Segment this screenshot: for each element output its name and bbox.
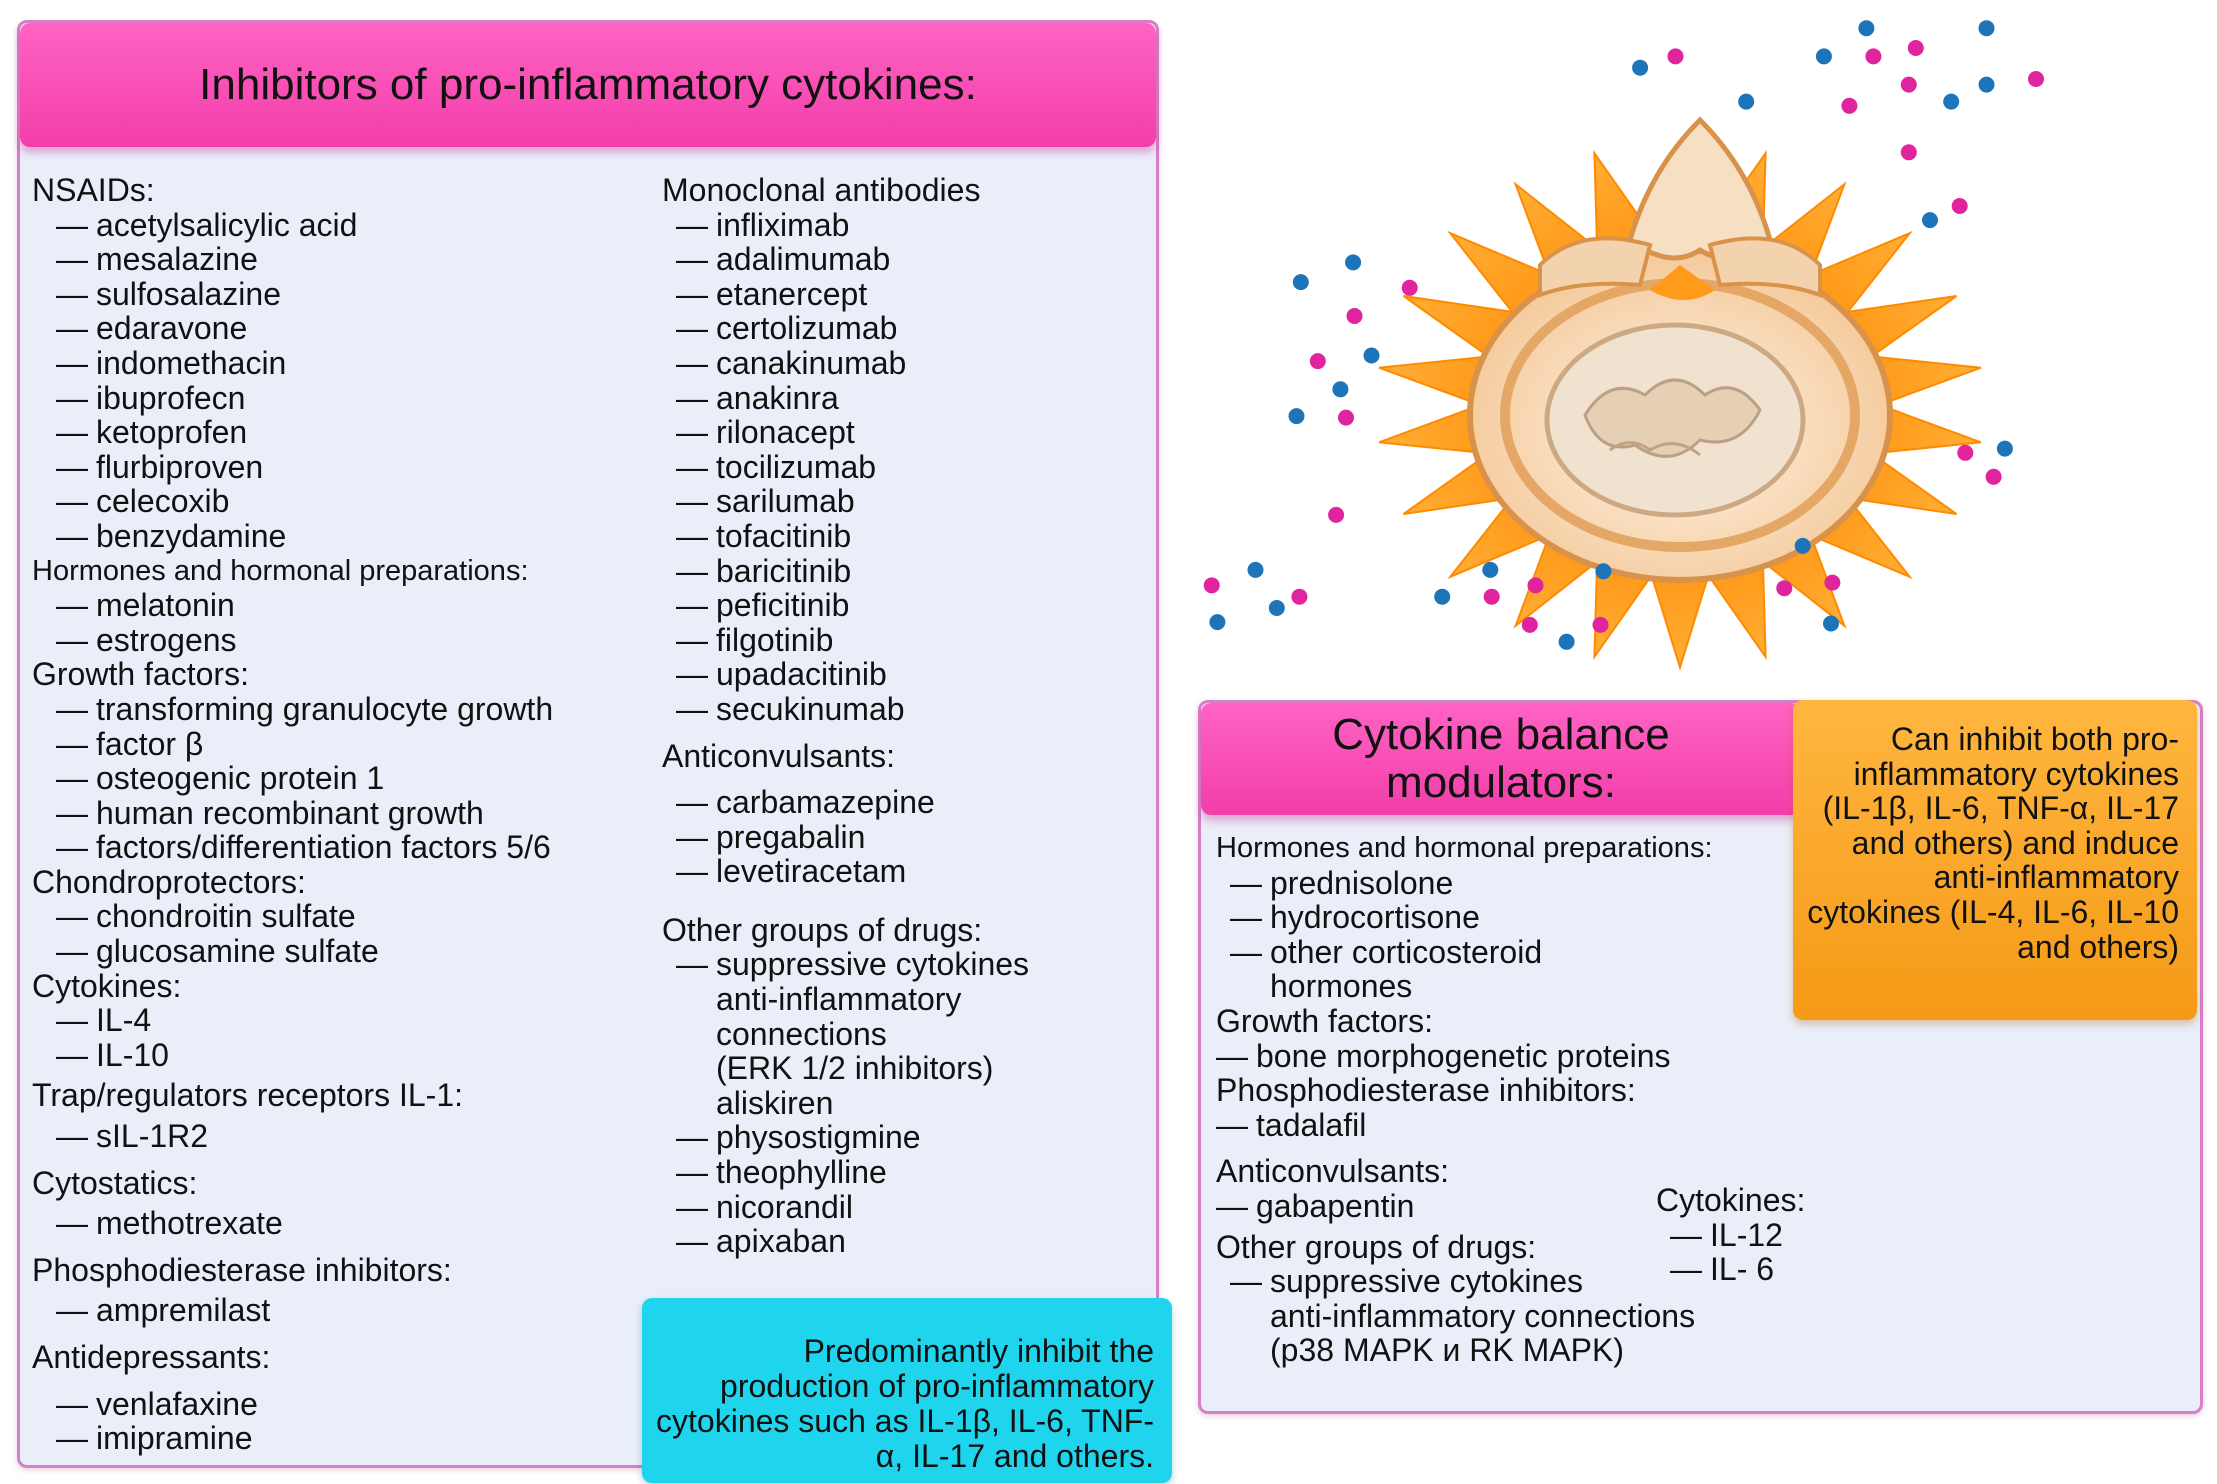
list-item bbox=[662, 208, 1029, 243]
list-item-text: IL-10 bbox=[96, 1036, 169, 1073]
can-inhibit-both-note bbox=[1793, 700, 2197, 1020]
list-item-text: secukinumab bbox=[716, 690, 905, 727]
blue-cytokine-dot bbox=[1289, 408, 1305, 424]
bullet-dash: — bbox=[56, 1002, 88, 1039]
group-heading: Monoclonal antibodies bbox=[662, 172, 981, 208]
bullet-dash: — bbox=[56, 760, 88, 797]
list-item bbox=[1216, 1039, 1713, 1074]
list-item bbox=[1216, 1108, 1713, 1143]
bullet-dash: — bbox=[56, 690, 88, 727]
bullet-dash: — bbox=[676, 448, 708, 485]
pink-cytokine-dot bbox=[1776, 580, 1792, 596]
list-item bbox=[32, 1293, 553, 1328]
list-item bbox=[662, 820, 1029, 855]
list-item bbox=[662, 1224, 1029, 1259]
bullet-dash: — bbox=[1216, 1037, 1248, 1074]
list-item-text: benzydamine bbox=[96, 517, 287, 554]
right-title-line2: modulators: bbox=[1386, 758, 1616, 807]
list-item-text: nicorandil bbox=[716, 1188, 853, 1225]
bullet-dash: — bbox=[56, 344, 88, 381]
bullet-dash: — bbox=[1216, 1187, 1248, 1224]
bullet-dash: — bbox=[1670, 1216, 1702, 1253]
blue-cytokine-dot bbox=[1364, 348, 1380, 364]
list-item-text: IL-12 bbox=[1710, 1216, 1783, 1253]
list-item bbox=[32, 1038, 553, 1073]
right-column-1 bbox=[1216, 831, 1713, 1368]
pink-cytokine-dot bbox=[1841, 98, 1857, 114]
list-item bbox=[32, 588, 553, 623]
list-item-text: adalimumab bbox=[716, 241, 891, 278]
list-item bbox=[662, 415, 1029, 450]
list-item bbox=[662, 381, 1029, 416]
list-item-text: filgotinib bbox=[716, 621, 834, 658]
bullet-dash: — bbox=[676, 621, 708, 658]
blue-cytokine-dot bbox=[1979, 20, 1995, 36]
list-item bbox=[1216, 866, 1713, 901]
list-item bbox=[662, 346, 1029, 381]
blue-cytokine-dot bbox=[1434, 589, 1450, 605]
list-item-text: anakinra bbox=[716, 379, 839, 416]
list-item-text: indomethacin bbox=[96, 344, 287, 381]
blue-cytokine-dot bbox=[1943, 94, 1959, 110]
list-item-text: factors/differentiation factors 5/6 bbox=[96, 829, 551, 866]
list-item-text: celecoxib bbox=[96, 483, 230, 520]
pink-cytokine-dot bbox=[1328, 507, 1344, 523]
predominantly-inhibit-note bbox=[642, 1298, 1172, 1483]
bullet-dash: — bbox=[676, 656, 708, 693]
list-item-text: baricitinib bbox=[716, 552, 852, 589]
bullet-dash: — bbox=[676, 784, 708, 821]
list-item-text: infliximab bbox=[716, 206, 850, 243]
group-heading: Anticonvulsants: bbox=[1216, 1153, 1450, 1190]
list-item bbox=[32, 346, 553, 381]
group-heading: Cytokines: bbox=[1656, 1182, 1806, 1218]
pink-cytokine-dot bbox=[1865, 48, 1881, 64]
blue-cytokine-dot bbox=[1922, 212, 1938, 228]
group-heading: Other groups of drugs: bbox=[662, 911, 983, 948]
bullet-dash: — bbox=[676, 1188, 708, 1225]
pro-inflammatory-inhibitors-panel bbox=[17, 20, 1159, 1474]
list-item-text: peficitinib bbox=[716, 587, 850, 624]
list-item-text: apixaban bbox=[716, 1223, 846, 1260]
list-item-text: tocilizumab bbox=[716, 448, 877, 485]
blue-cytokine-dot bbox=[1816, 48, 1832, 64]
list-item-text: acetylsalicylic acid bbox=[96, 206, 358, 243]
pink-cytokine-dot bbox=[2028, 71, 2044, 87]
bullet-dash: — bbox=[1230, 933, 1262, 970]
list-item-text: methotrexate bbox=[96, 1205, 283, 1242]
list-item-text: rilonacept bbox=[716, 414, 855, 451]
group-heading: Growth factors: bbox=[32, 656, 249, 693]
list-item bbox=[662, 484, 1029, 519]
list-item bbox=[662, 1120, 1029, 1155]
list-item bbox=[32, 450, 553, 485]
list-item: — suppressive cytokines bbox=[1230, 1263, 1584, 1300]
list-item-text: venlafaxine bbox=[96, 1385, 258, 1422]
left-title-text: Inhibitors of pro-inflammatory cytokines: bbox=[199, 60, 977, 109]
list-item-continuation: hormones bbox=[1270, 968, 1413, 1005]
bullet-dash: — bbox=[676, 552, 708, 589]
list-item-text: mesalazine bbox=[96, 241, 258, 278]
bullet-dash: — bbox=[56, 1420, 88, 1457]
pink-cytokine-dot bbox=[1957, 445, 1973, 461]
bullet-dash: — bbox=[676, 587, 708, 624]
list-item-text: flurbiproven bbox=[96, 448, 264, 485]
list-item-text: carbamazepine bbox=[716, 784, 935, 821]
left-panel-title bbox=[20, 23, 1156, 147]
list-item bbox=[662, 519, 1029, 554]
list-item bbox=[32, 1003, 553, 1038]
bullet-dash: — bbox=[56, 829, 88, 866]
list-item-text: sulfosalazine bbox=[96, 275, 281, 312]
list-item-text: levetiracetam bbox=[716, 853, 907, 890]
bullet-dash: — bbox=[56, 241, 88, 278]
group-heading: Hormones and hormonal preparations: bbox=[32, 554, 529, 587]
blue-cytokine-dot bbox=[1559, 634, 1575, 650]
list-item-text: sIL-1R2 bbox=[96, 1118, 209, 1155]
list-item-text: ketoprofen bbox=[96, 414, 248, 451]
bullet-dash: — bbox=[676, 1119, 708, 1156]
list-item-text: upadacitinib bbox=[716, 656, 887, 693]
list-item bbox=[1216, 935, 1713, 970]
list-item bbox=[1656, 1252, 1805, 1287]
cyan-note-text: Predominantly inhibit the production of pro-inflammatory cytokines such as IL-1β, IL-6, TNF-α, IL-17 and others. bbox=[656, 1333, 1154, 1474]
bullet-dash: — bbox=[56, 1385, 88, 1422]
list-item bbox=[662, 623, 1029, 658]
group-heading: NSAIDs: bbox=[32, 172, 155, 208]
blue-cytokine-dot bbox=[1595, 563, 1611, 579]
blue-cytokine-dot bbox=[1345, 254, 1361, 270]
list-item-text: pregabalin bbox=[716, 818, 866, 855]
blue-cytokine-dot bbox=[1979, 77, 1995, 93]
group-heading: Hormones and hormonal preparations: bbox=[1216, 832, 1713, 864]
list-item bbox=[662, 1190, 1029, 1225]
list-item-text: glucosamine sulfate bbox=[96, 933, 379, 970]
list-item-continuation: (p38 MAPK и RK MAPK) bbox=[1270, 1332, 1624, 1369]
blue-cytokine-dot bbox=[1738, 94, 1754, 110]
bullet-dash: — bbox=[676, 690, 708, 727]
bullet-dash: — bbox=[56, 517, 88, 554]
pink-cytokine-dot bbox=[1402, 280, 1418, 296]
blue-cytokine-dot bbox=[1997, 441, 2013, 457]
pink-cytokine-dot bbox=[1908, 40, 1924, 56]
pink-cytokine-dot bbox=[1668, 48, 1684, 64]
list-item bbox=[32, 727, 553, 762]
group-heading: Anticonvulsants: bbox=[662, 737, 896, 774]
list-item-text: physostigmine bbox=[716, 1119, 921, 1156]
pink-cytokine-dot bbox=[1986, 469, 2002, 485]
orange-note-text: Can inhibit both pro-inflammatory cytokines (IL-1β, IL-6, TNF-α, IL-17 and others) and induce anti-inflammatory cytokines (IL-4, IL-6, IL-10 and others) bbox=[1807, 721, 2179, 965]
list-item-text: estrogens bbox=[96, 621, 237, 658]
right-panel-title bbox=[1201, 703, 1801, 815]
list-item-text: theophylline bbox=[716, 1154, 887, 1191]
bullet-dash: — bbox=[56, 587, 88, 624]
blue-cytokine-dot bbox=[1482, 562, 1498, 578]
bullet-dash: — bbox=[56, 414, 88, 451]
list-item: — suppressive cytokines bbox=[676, 946, 1030, 983]
bullet-dash: — bbox=[56, 310, 88, 347]
list-item-text: ampremilast bbox=[96, 1292, 271, 1329]
list-item bbox=[662, 854, 1029, 889]
list-item bbox=[32, 1119, 553, 1154]
blue-cytokine-dot bbox=[1293, 274, 1309, 290]
list-item bbox=[32, 623, 553, 658]
list-item bbox=[32, 381, 553, 416]
bullet-dash: — bbox=[56, 621, 88, 658]
group-heading: Cytokines: bbox=[32, 967, 182, 1004]
list-item bbox=[32, 1206, 553, 1241]
list-item bbox=[1216, 1189, 1713, 1224]
pink-cytokine-dot bbox=[1347, 308, 1363, 324]
list-item bbox=[662, 1155, 1029, 1190]
bullet-dash: — bbox=[676, 853, 708, 890]
bullet-dash: — bbox=[1230, 899, 1262, 936]
group-heading: Trap/regulators receptors IL-1: bbox=[32, 1077, 463, 1114]
list-item-text: imipramine bbox=[96, 1420, 253, 1457]
bullet-dash: — bbox=[676, 379, 708, 416]
list-item-text: tadalafil bbox=[1256, 1106, 1367, 1143]
blue-cytokine-dot bbox=[1858, 20, 1874, 36]
bullet-dash: — bbox=[676, 483, 708, 520]
list-item-text: melatonin bbox=[96, 587, 235, 624]
bullet-dash: — bbox=[56, 1036, 88, 1073]
intervertebral-disc-illustration bbox=[1190, 0, 2217, 690]
pink-cytokine-dot bbox=[1593, 617, 1609, 633]
list-item-text: bone morphogenetic proteins bbox=[1256, 1037, 1671, 1074]
bullet-dash: — bbox=[56, 1205, 88, 1242]
list-item-text: ibuprofecn bbox=[96, 379, 246, 416]
list-item-continuation: anti-inflammatory connections bbox=[1270, 1297, 1696, 1334]
list-item bbox=[662, 785, 1029, 820]
pink-cytokine-dot bbox=[1528, 577, 1544, 593]
bullet-dash: — bbox=[676, 414, 708, 451]
group-heading: Other groups of drugs: bbox=[1216, 1228, 1537, 1265]
list-item-continuation: anti-inflammatory bbox=[716, 981, 962, 1018]
bullet-dash: — bbox=[56, 379, 88, 416]
pink-cytokine-dot bbox=[1901, 77, 1917, 93]
pink-cytokine-dot bbox=[1901, 144, 1917, 160]
blue-cytokine-dot bbox=[1248, 562, 1264, 578]
list-item bbox=[1216, 900, 1713, 935]
pink-cytokine-dot bbox=[1291, 589, 1307, 605]
list-item bbox=[662, 657, 1029, 692]
bullet-dash: — bbox=[56, 483, 88, 520]
right-column-2 bbox=[1656, 1183, 1805, 1287]
group-heading: Growth factors: bbox=[1216, 1002, 1433, 1039]
bullet-dash: — bbox=[676, 1154, 708, 1191]
list-item bbox=[32, 415, 553, 450]
bullet-dash: — bbox=[676, 818, 708, 855]
list-item bbox=[32, 692, 553, 727]
bullet-dash: — bbox=[676, 1223, 708, 1260]
bullet-dash: — bbox=[676, 206, 708, 243]
list-item bbox=[32, 484, 553, 519]
bullet-dash: — bbox=[56, 933, 88, 970]
group-heading: Phosphodiesterase inhibitors: bbox=[1216, 1072, 1636, 1109]
list-item-text: chondroitin sulfate bbox=[96, 898, 356, 935]
list-item bbox=[32, 1421, 553, 1456]
list-item bbox=[662, 554, 1029, 589]
pink-cytokine-dot bbox=[1522, 617, 1538, 633]
list-item bbox=[662, 277, 1029, 312]
group-heading: Phosphodiesterase inhibitors: bbox=[32, 1251, 452, 1288]
bullet-dash: — bbox=[56, 794, 88, 831]
pink-cytokine-dot bbox=[1310, 353, 1326, 369]
list-item bbox=[32, 934, 553, 969]
bullet-dash: — bbox=[56, 206, 88, 243]
list-item-text: gabapentin bbox=[1256, 1187, 1415, 1224]
list-item-continuation: connections bbox=[716, 1015, 887, 1052]
list-item bbox=[32, 277, 553, 312]
list-item-text: other corticosteroid bbox=[1270, 933, 1543, 970]
list-item bbox=[662, 588, 1029, 623]
bullet-dash: — bbox=[676, 344, 708, 381]
left-column-2 bbox=[662, 173, 1029, 1259]
blue-cytokine-dot bbox=[1332, 381, 1348, 397]
list-item bbox=[662, 242, 1029, 277]
vertebra-icon bbox=[1470, 120, 1890, 580]
blue-cytokine-dot bbox=[1209, 614, 1225, 630]
bullet-dash: — bbox=[56, 448, 88, 485]
list-item bbox=[662, 311, 1029, 346]
bullet-dash: — bbox=[1230, 864, 1262, 901]
list-item-text: canakinumab bbox=[716, 344, 907, 381]
left-column-1 bbox=[32, 173, 553, 1456]
blue-cytokine-dot bbox=[1269, 600, 1285, 616]
list-item bbox=[32, 899, 553, 934]
list-item-text: IL- 6 bbox=[1710, 1251, 1775, 1288]
list-item-text: tofacitinib bbox=[716, 517, 852, 554]
list-item-text: sarilumab bbox=[716, 483, 855, 520]
list-item bbox=[32, 208, 553, 243]
bullet-dash: — bbox=[676, 275, 708, 312]
list-item-text: transforming granulocyte growth bbox=[96, 690, 554, 727]
list-item bbox=[662, 692, 1029, 727]
list-item-text: prednisolone bbox=[1270, 864, 1454, 901]
list-item bbox=[662, 450, 1029, 485]
bullet-dash: — bbox=[56, 275, 88, 312]
list-item bbox=[32, 761, 553, 796]
bullet-dash: — bbox=[1216, 1106, 1248, 1143]
list-item-text: human recombinant growth bbox=[96, 794, 484, 831]
group-heading: Chondroprotectors: bbox=[32, 863, 306, 900]
right-title-line1: Cytokine balance bbox=[1332, 710, 1670, 759]
list-item-text: osteogenic protein 1 bbox=[96, 760, 385, 797]
list-item bbox=[32, 242, 553, 277]
blue-cytokine-dot bbox=[1795, 538, 1811, 554]
pink-cytokine-dot bbox=[1484, 589, 1500, 605]
list-item-text: IL-4 bbox=[96, 1002, 152, 1039]
list-item-text: certolizumab bbox=[716, 310, 898, 347]
list-item-text: hydrocortisone bbox=[1270, 899, 1480, 936]
bullet-dash: — bbox=[56, 898, 88, 935]
list-item bbox=[32, 830, 553, 865]
bullet-dash: — bbox=[1670, 1251, 1702, 1288]
list-item-continuation: (ERK 1/2 inhibitors) bbox=[716, 1050, 994, 1087]
list-item-continuation: aliskiren bbox=[716, 1084, 834, 1121]
bullet-dash: — bbox=[676, 310, 708, 347]
list-item-text: etanercept bbox=[716, 275, 868, 312]
pink-cytokine-dot bbox=[1338, 410, 1354, 426]
bullet-dash: — bbox=[56, 725, 88, 762]
pink-cytokine-dot bbox=[1952, 198, 1968, 214]
list-item bbox=[32, 1387, 553, 1422]
bullet-dash: — bbox=[56, 1292, 88, 1329]
blue-cytokine-dot bbox=[1823, 616, 1839, 632]
bullet-dash: — bbox=[56, 1118, 88, 1155]
pink-cytokine-dot bbox=[1824, 575, 1840, 591]
list-item bbox=[32, 519, 553, 554]
list-item bbox=[32, 796, 553, 831]
list-item-text: factor β bbox=[96, 725, 204, 762]
bullet-dash: — bbox=[676, 517, 708, 554]
list-item bbox=[32, 311, 553, 346]
blue-cytokine-dot bbox=[1632, 60, 1648, 76]
bullet-dash: — bbox=[676, 241, 708, 278]
list-item-text: edaravone bbox=[96, 310, 248, 347]
pink-cytokine-dot bbox=[1204, 577, 1220, 593]
list-item bbox=[1656, 1218, 1805, 1253]
group-heading: Cytostatics: bbox=[32, 1164, 198, 1201]
group-heading: Antidepressants: bbox=[32, 1339, 271, 1375]
